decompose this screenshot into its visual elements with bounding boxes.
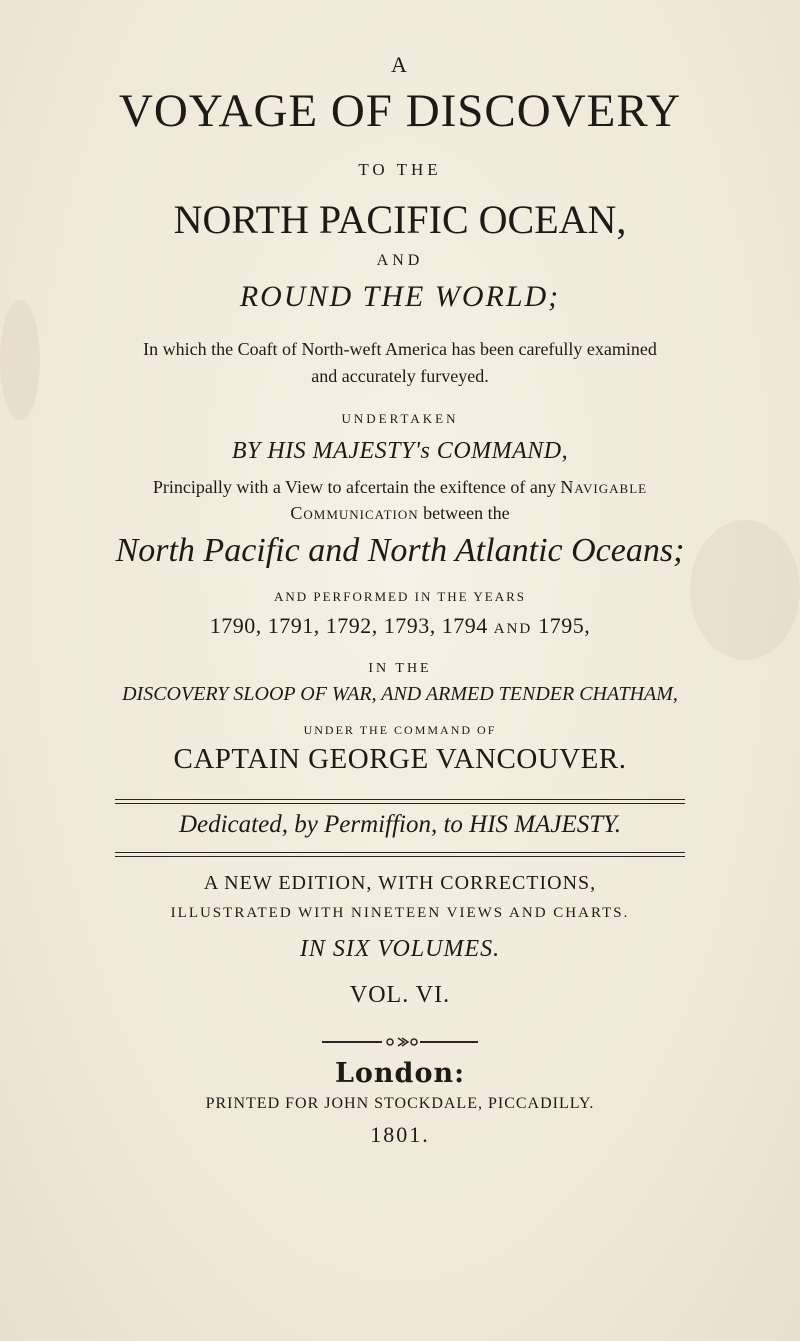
- divider-rule: [115, 852, 685, 853]
- description-line-2: and accurately furveyed.: [311, 366, 489, 386]
- imprint-year: 1801.: [370, 1122, 430, 1147]
- and-line: AND: [376, 252, 424, 269]
- article-a: A: [391, 52, 409, 77]
- main-title: VOYAGE OF DISCOVERY: [118, 85, 682, 137]
- round-world-title: ROUND THE WORLD;: [239, 280, 561, 313]
- years-and: AND: [493, 621, 533, 637]
- imprint-place: London:: [334, 1058, 466, 1089]
- to-the: TO THE: [358, 160, 442, 179]
- captain-name: CAPTAIN GEORGE VANCOUVER.: [173, 743, 627, 775]
- in-the: IN THE: [368, 661, 432, 676]
- purpose-line-1: [0, 477, 800, 498]
- volumes-line: IN SIX VOLUMES.: [299, 936, 501, 962]
- years-last: 1795,: [538, 613, 591, 638]
- divider-rule: [115, 803, 685, 804]
- communication-word: Communication: [290, 503, 419, 523]
- undertaken: UNDERTAKEN: [341, 411, 459, 426]
- navigable-word: Navigable: [560, 477, 648, 497]
- printer-line: PRINTED FOR JOHN STOCKDALE, PICCADILLY.: [205, 1095, 595, 1112]
- under-command: UNDER THE COMMAND OF: [303, 723, 497, 737]
- divider-rule: [115, 799, 685, 800]
- printer-ornament-icon: [320, 1035, 480, 1049]
- dedication: Dedicated, by Permiffion, to HIS MAJESTY.: [178, 811, 622, 838]
- divider-rule: [115, 856, 685, 857]
- edition-line: A NEW EDITION, WITH CORRECTIONS,: [203, 872, 597, 894]
- oceans-line: North Pacific and North Atlantic Oceans;: [115, 532, 685, 569]
- ships-line: DISCOVERY SLOOP OF WAR, AND ARMED TENDER CHATHAM,: [122, 683, 678, 705]
- performed-line: AND PERFORMED IN THE YEARS: [273, 589, 527, 604]
- description-line-1: In which the Coaft of North-weft America has been carefully examined: [143, 339, 657, 359]
- years-line: [0, 613, 800, 639]
- between-text: between the: [423, 503, 510, 523]
- volume-number: VOL. VI.: [349, 982, 451, 1008]
- foxing-stain: [0, 300, 40, 420]
- purpose-line-2: [0, 503, 800, 524]
- years-list: 1790, 1791, 1792, 1793, 1794: [209, 613, 488, 638]
- majesty-command: BY HIS MAJESTY's COMMAND,: [231, 438, 569, 464]
- illustrated-line: ILLUSTRATED WITH NINETEEN VIEWS AND CHARTS.: [170, 905, 630, 921]
- purpose-text: Principally with a View to afcertain the exiftence of any: [152, 477, 556, 497]
- ocean-title: NORTH PACIFIC OCEAN,: [173, 197, 627, 242]
